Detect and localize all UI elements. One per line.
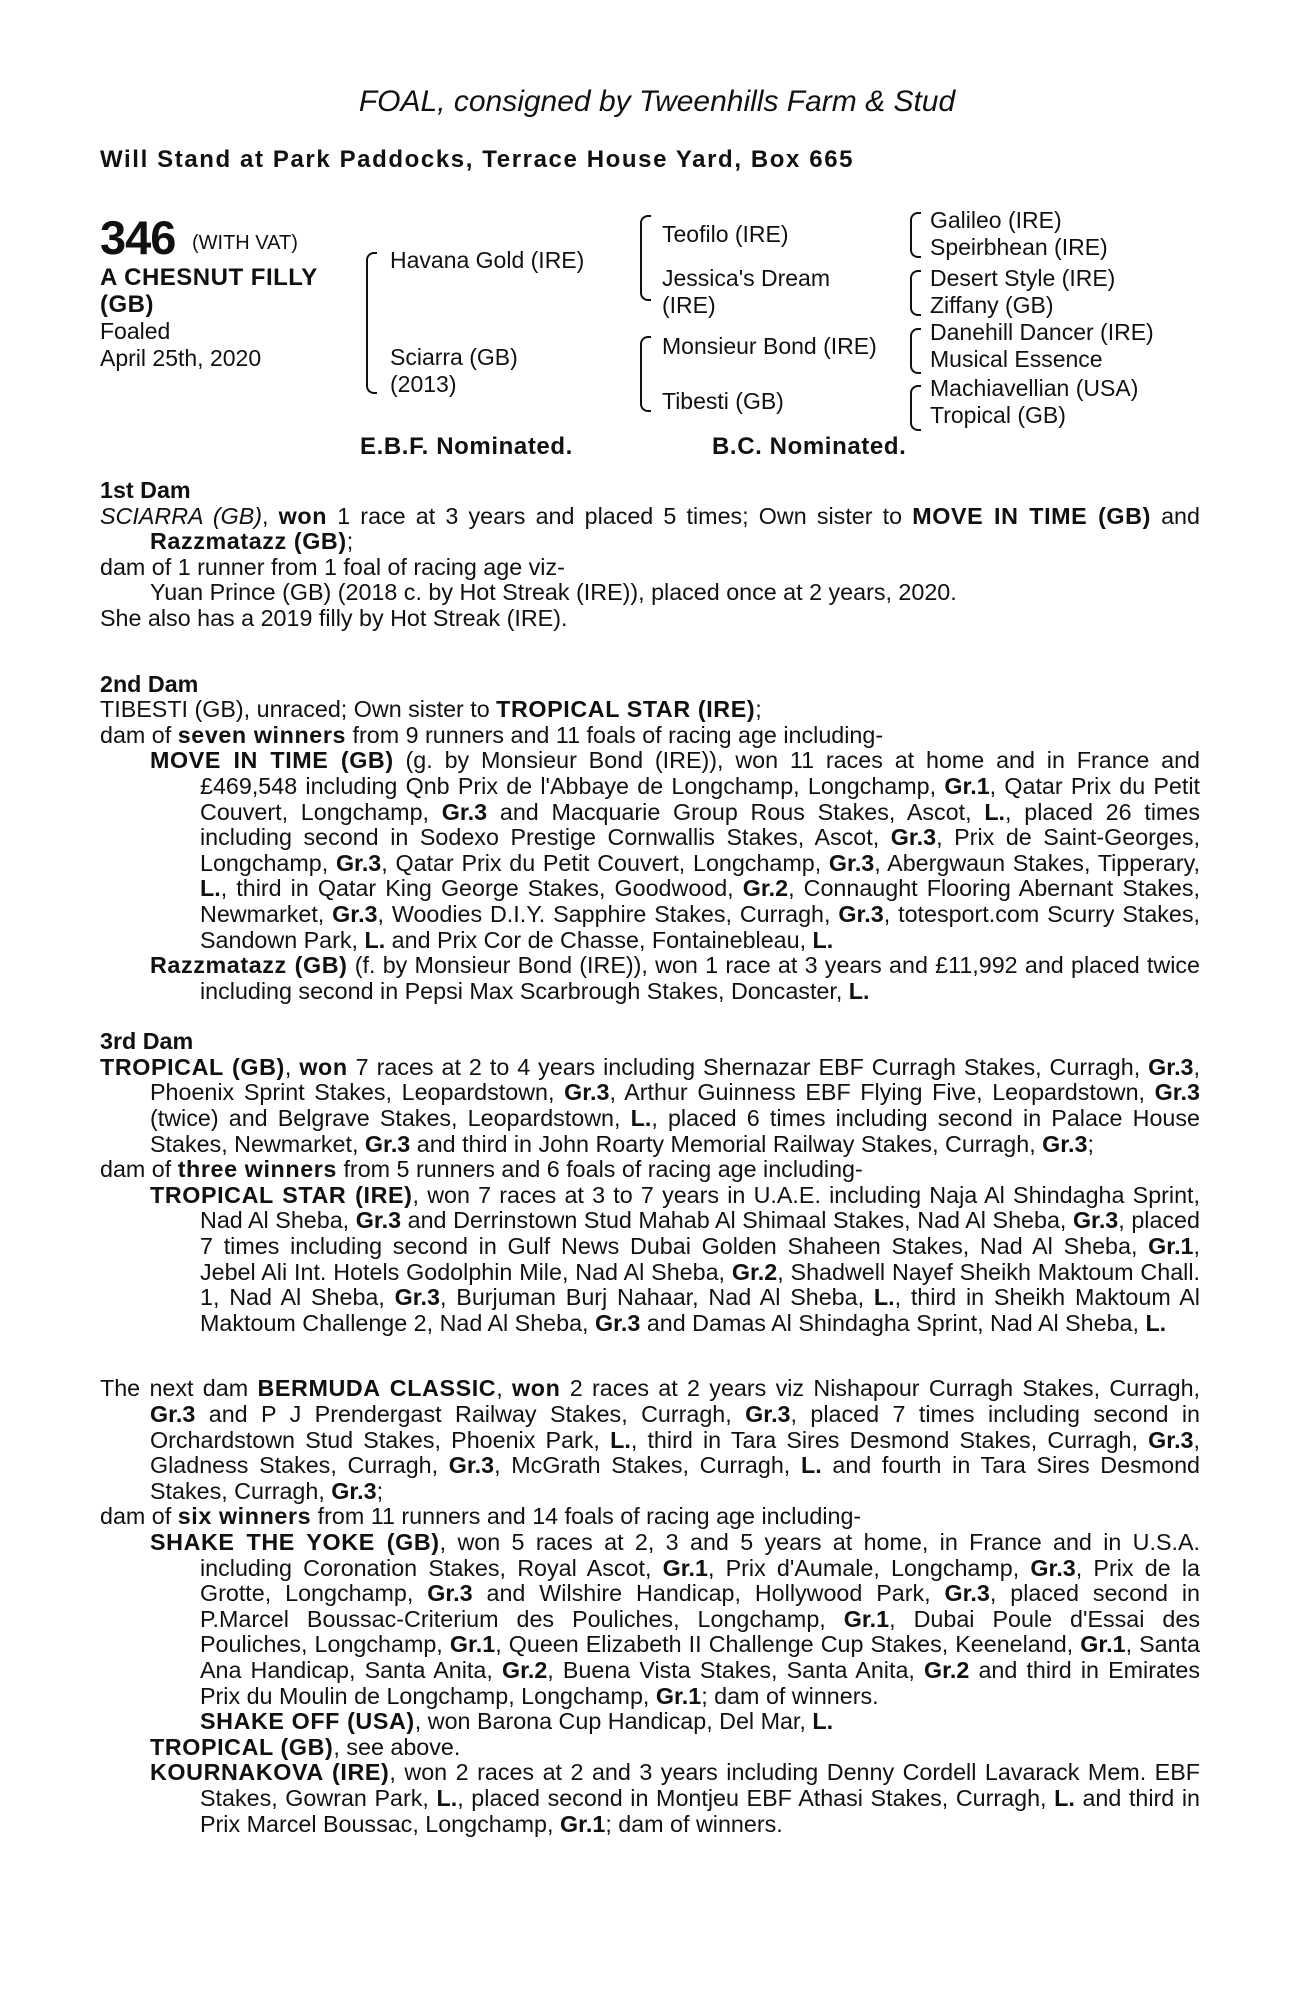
third-dam-record: TROPICAL (GB), won 7 races at 2 to 4 years including Shernazar EBF Curragh Stakes, Curragh, Gr.3, Phoenix Sprint Stakes, Leopardstown, Gr.3, Arthur Guinness EBF Flying Five, Leopardstown, Gr.3 (twice) and Belgrave Stakes, Leopardstown, L., placed 6 times including second in Palace House Stakes, Newmarket, Gr.3 and third in John Roarty Memorial Railway Stakes, Curragh, Gr.3; bbox=[100, 1053, 1200, 1157]
sex-colour-line2: (GB) bbox=[100, 291, 154, 318]
first-dam-and: and bbox=[1161, 502, 1200, 529]
nd-damof-a: dam of bbox=[100, 1503, 178, 1530]
pedigree-brace-g3b bbox=[910, 270, 921, 316]
ts-g4: Gr.2 bbox=[731, 1258, 778, 1285]
sex-colour bbox=[100, 264, 318, 318]
move-t4: , placed 26 times including second in Sodexo Prestige Cornwallis Stakes, Ascot, bbox=[200, 798, 1201, 851]
pedigree-brace-gen1 bbox=[366, 252, 377, 394]
kour-g2: L. bbox=[1054, 1784, 1075, 1811]
pedigree-brace-g3c bbox=[910, 328, 921, 374]
sty-t11: ; dam of winners. bbox=[701, 1682, 879, 1709]
first-dam-won: won bbox=[278, 502, 328, 529]
sty-g3: Gr.3 bbox=[427, 1580, 473, 1607]
foaled-label: Foaled bbox=[100, 318, 171, 344]
so-g1: L. bbox=[812, 1708, 834, 1735]
sty-g6: Gr.1 bbox=[449, 1631, 496, 1658]
first-dam-sister1: MOVE IN TIME (GB) bbox=[912, 502, 1151, 529]
razzmatazz-name: Razzmatazz (GB) bbox=[150, 952, 348, 979]
td-winners: three winners bbox=[177, 1156, 337, 1183]
pedigree-g7: Machiavellian (USA) bbox=[930, 375, 1139, 401]
td-g6: Gr.3 bbox=[1042, 1130, 1088, 1157]
ts-t2: and Derrinstown Stud Mahab Al Shimaal Stakes, Nad Al Sheba, bbox=[401, 1207, 1073, 1234]
third-dam-heading: 3rd Dam bbox=[100, 1028, 194, 1055]
nd-t6: , McGrath Stakes, Curragh, bbox=[494, 1452, 801, 1479]
pedigree-sire: Havana Gold (IRE) bbox=[390, 247, 585, 273]
kour-t1: , won 2 races at 2 and 3 years including Denny Cordell Lavarack Mem. EBF Stakes, Gowran Park, bbox=[200, 1759, 1200, 1811]
next-dam-produce-shake-off bbox=[100, 1709, 1200, 1735]
move-in-time-name: MOVE IN TIME (GB) bbox=[150, 747, 394, 774]
nd-won: won bbox=[512, 1375, 561, 1402]
nd-g5: Gr.3 bbox=[448, 1452, 495, 1479]
sty-t8: , Santa Ana Handicap, Santa Anita, bbox=[200, 1631, 1201, 1683]
sty-g4: Gr.3 bbox=[944, 1580, 990, 1607]
pedigree-g8: Tropical (GB) bbox=[930, 402, 1066, 428]
move-t5: , Prix de Saint-Georges, Longchamp, bbox=[200, 824, 1200, 876]
second-dam-produce-razzmatazz bbox=[100, 953, 1200, 1004]
first-dam-text: 1 race at 3 years and placed 5 times; Own sister to bbox=[327, 502, 913, 529]
nd-g7: Gr.3 bbox=[331, 1477, 377, 1504]
nd-g3: L. bbox=[610, 1426, 631, 1453]
nd-damof-b: from 11 runners and 14 foals of racing age including- bbox=[311, 1503, 862, 1530]
nd-g2: Gr.3 bbox=[745, 1401, 791, 1427]
lot-number: 346 bbox=[100, 211, 176, 264]
pedigree-g1: Galileo (IRE) bbox=[930, 207, 1062, 233]
pedigree-dam-line1: Sciarra (GB) bbox=[390, 344, 518, 370]
sty-t4: and Wilshire Handicap, Hollywood Park, bbox=[472, 1580, 945, 1607]
move-g12: L. bbox=[812, 926, 834, 953]
nd-comma: , bbox=[496, 1375, 513, 1402]
sty-t1: , won 5 races at 2, 3 and 5 years at home, in France and in U.S.A. including Coronation Stakes, Royal Ascot, bbox=[200, 1528, 1200, 1581]
nd-g1: Gr.3 bbox=[150, 1401, 196, 1427]
move-t9: , Connaught Flooring Abernant Stakes, Newmarket, bbox=[200, 875, 1201, 927]
move-g10: Gr.3 bbox=[838, 900, 884, 927]
third-dam-produce-tropical-star bbox=[100, 1183, 1200, 1337]
move-g9: Gr.3 bbox=[332, 900, 378, 927]
next-dam-produce-kournakova bbox=[100, 1760, 1200, 1837]
kour-t2: , placed second in Montjeu EBF Athasi Stakes, Curragh, bbox=[457, 1784, 1055, 1811]
ts-t3: , placed 7 times including second in Gulf News Dubai Golden Shaheen Stakes, Nad Al Sheba, bbox=[200, 1207, 1200, 1260]
move-t11: , totesport.com Scurry Stakes, Sandown Park, bbox=[200, 900, 1201, 953]
razz-t1: (f. by Monsieur Bond (IRE)), won 1 race at 3 years and £11,992 and placed twice including second in Pepsi Max Scarbrough Stakes, Doncaster, bbox=[200, 952, 1200, 1004]
td-t6: and third in John Roarty Memorial Railway Stakes, Curragh, bbox=[410, 1130, 1043, 1157]
second-dam-produce-move-in-time bbox=[100, 748, 1200, 953]
first-dam-sister2: Razzmatazz (GB) bbox=[150, 528, 347, 555]
move-t7: , Abergwaun Stakes, Tipperary, bbox=[874, 849, 1200, 876]
second-dam-sister: TROPICAL STAR (IRE) bbox=[496, 696, 756, 723]
ts-g2: Gr.3 bbox=[1072, 1207, 1119, 1234]
ts-g7: Gr.3 bbox=[595, 1309, 641, 1336]
pedigree-brace-g3d bbox=[910, 385, 921, 431]
shake-the-yoke-name: SHAKE THE YOKE (GB) bbox=[150, 1528, 440, 1555]
sty-g7: Gr.1 bbox=[1080, 1631, 1126, 1658]
next-dam-produce-shake-the-yoke bbox=[100, 1530, 1200, 1709]
move-t3: and Macquarie Group Rous Stakes, Ascot, bbox=[487, 798, 985, 825]
ts-g1: Gr.3 bbox=[355, 1207, 402, 1234]
ts-g3: Gr.1 bbox=[1148, 1233, 1194, 1260]
pedigree-dam-dam: Tibesti (GB) bbox=[662, 388, 784, 414]
first-dam-heading: 1st Dam bbox=[100, 477, 191, 503]
vat-note: (WITH VAT) bbox=[192, 232, 298, 254]
first-dam-name: SCIARRA (GB) bbox=[100, 502, 263, 529]
td-t4: (twice) and Belgrave Stakes, Leopardstown, bbox=[150, 1105, 631, 1132]
nd-t8: ; bbox=[376, 1477, 384, 1504]
td-t3: , Arthur Guinness EBF Flying Five, Leopardstown, bbox=[609, 1079, 1155, 1106]
next-dam-produce-tropical bbox=[100, 1735, 1200, 1761]
sex-colour-line1: A CHESNUT FILLY bbox=[100, 264, 318, 291]
second-dam-winners: seven winners bbox=[177, 721, 347, 748]
stand-location: Will Stand at Park Paddocks, Terrace House Yard, Box 665 bbox=[100, 146, 855, 173]
foaled-date: April 25th, 2020 bbox=[100, 345, 262, 371]
move-g2: Gr.3 bbox=[441, 798, 488, 825]
sty-g2: Gr.3 bbox=[1030, 1554, 1076, 1581]
td-damof-a: dam of bbox=[100, 1156, 178, 1183]
sty-g1: Gr.1 bbox=[662, 1554, 708, 1581]
sty-g9: Gr.2 bbox=[924, 1656, 970, 1683]
kour-g1: L. bbox=[436, 1784, 458, 1811]
second-dam-semi: ; bbox=[755, 696, 762, 723]
nd-g6: L. bbox=[800, 1452, 822, 1479]
sty-g10: Gr.1 bbox=[655, 1682, 702, 1709]
first-dam-produce-intro: dam of 1 runner from 1 foal of racing age viz- bbox=[100, 553, 565, 580]
pedigree-dam-sire: Monsieur Bond (IRE) bbox=[662, 333, 877, 359]
third-dam-name: TROPICAL (GB) bbox=[100, 1053, 285, 1080]
pedigree-dam-line2: (2013) bbox=[390, 371, 457, 397]
kour-t3: and third in Prix Marcel Boussac, Longchamp, bbox=[200, 1784, 1201, 1837]
pedigree-brace-dam bbox=[640, 336, 651, 412]
move-g3: L. bbox=[984, 798, 1006, 825]
sty-t6: , Dubai Poule d'Essai des Pouliches, Longchamp, bbox=[200, 1605, 1200, 1658]
pedigree-brace-sire bbox=[640, 215, 651, 301]
ts-t5: , Shadwell Nayef Sheikh Maktoum Chall. 1, Nad Al Sheba, bbox=[200, 1258, 1200, 1311]
next-dam-name: BERMUDA CLASSIC bbox=[257, 1375, 497, 1402]
ts-t6: , Burjuman Burj Nahaar, Nad Al Sheba, bbox=[440, 1284, 874, 1311]
ts-t8: and Damas Al Shindagha Sprint, Nad Al Sheba, bbox=[640, 1309, 1146, 1336]
ebf-nominated: E.B.F. Nominated. bbox=[360, 433, 573, 460]
second-dam-record bbox=[100, 697, 1200, 723]
td-g2: Gr.3 bbox=[564, 1079, 610, 1106]
pedigree-g4: Ziffany (GB) bbox=[930, 292, 1054, 318]
nd-t1: 2 races at 2 years viz Nishapour Curragh Stakes, Curragh, bbox=[560, 1375, 1201, 1402]
foaled-info bbox=[100, 318, 261, 372]
move-g6: Gr.3 bbox=[828, 849, 875, 876]
ts-t7: , third in Sheikh Maktoum Al Maktoum Challenge 2, Nad Al Sheba, bbox=[200, 1284, 1200, 1336]
td-t5: , placed 6 times including second in Palace House Stakes, Newmarket, bbox=[150, 1105, 1200, 1157]
move-g8: Gr.2 bbox=[742, 875, 789, 902]
first-dam-runner: Yuan Prince (GB) (2018 c. by Hot Streak (IRE)), placed once at 2 years, 2020. bbox=[150, 579, 957, 606]
pedigree-g2: Speirbhean (IRE) bbox=[930, 234, 1108, 260]
td-t1: 7 races at 2 to 4 years including Shernazar EBF Curragh Stakes, Curragh, bbox=[347, 1053, 1149, 1080]
ts-g6: L. bbox=[873, 1284, 895, 1311]
sty-g8: Gr.2 bbox=[501, 1656, 548, 1683]
pedigree-g6: Musical Essence bbox=[930, 346, 1103, 372]
nd-t3: , placed 7 times including second in Orchardstown Stud Stakes, Phoenix Park, bbox=[150, 1401, 1200, 1453]
sty-g5: Gr.1 bbox=[843, 1605, 890, 1632]
pedigree-sire-dam-line2: (IRE) bbox=[662, 292, 716, 318]
sty-t5: , placed second in P.Marcel Boussac-Criterium des Pouliches, Longchamp, bbox=[200, 1580, 1200, 1632]
next-dam-record bbox=[100, 1376, 1200, 1504]
nd-winners: six winners bbox=[177, 1503, 312, 1530]
first-dam-also: She also has a 2019 filly by Hot Streak (IRE). bbox=[100, 604, 568, 631]
ts-t1: , won 7 races at 3 to 7 years in U.A.E. including Naja Al Shindagha Sprint, Nad Al Sheba, bbox=[200, 1181, 1200, 1234]
second-dam-heading: 2nd Dam bbox=[100, 670, 199, 697]
nd-g4: Gr.3 bbox=[1148, 1426, 1194, 1453]
ts-g5: Gr.3 bbox=[394, 1284, 440, 1311]
move-g1: Gr.1 bbox=[944, 772, 990, 799]
ts-g8: L. bbox=[1145, 1309, 1167, 1336]
td-t7: ; bbox=[1087, 1130, 1094, 1157]
move-t12: and Prix Cor de Chasse, Fontainebleau, bbox=[385, 926, 813, 953]
kour-t4: ; dam of winners. bbox=[605, 1810, 783, 1837]
td-g1: Gr.3 bbox=[1148, 1053, 1194, 1080]
sty-t9: , Buena Vista Stakes, Santa Anita, bbox=[547, 1656, 924, 1683]
first-dam-record: SCIARRA (GB), won 1 race at 3 years and placed 5 times; Own sister to MOVE IN TIME (GB) and Razzmatazz (GB); bbox=[100, 502, 1200, 555]
td-g5: Gr.3 bbox=[364, 1130, 411, 1157]
second-dam-damof-a: dam of bbox=[100, 721, 178, 748]
ts-t4: , Jebel Ali Int. Hotels Godolphin Mile, Nad Al Sheba, bbox=[200, 1233, 1200, 1285]
move-g4: Gr.3 bbox=[890, 824, 937, 851]
pedigree-sire-sire: Teofilo (IRE) bbox=[662, 221, 789, 247]
td-t2: , Phoenix Sprint Stakes, Leopardstown, bbox=[150, 1053, 1200, 1106]
move-g7: L. bbox=[200, 875, 221, 902]
second-dam-damof-b: from 9 runners and 11 foals of racing age including- bbox=[346, 721, 884, 748]
tropical-star-name: TROPICAL STAR (IRE) bbox=[150, 1181, 413, 1208]
so-t1: , won Barona Cup Handicap, Del Mar, bbox=[414, 1708, 813, 1735]
first-dam-semi: ; bbox=[346, 528, 354, 555]
tropical-name: TROPICAL (GB) bbox=[150, 1733, 334, 1760]
pedigree-brace-g3a bbox=[910, 212, 921, 258]
nd-lead: The next dam bbox=[100, 1375, 258, 1402]
move-t2: , Qatar Prix du Petit Couvert, Longchamp, bbox=[200, 772, 1201, 825]
nd-t2: and P J Prendergast Railway Stakes, Curragh, bbox=[195, 1401, 746, 1427]
move-t6: , Qatar Prix du Petit Couvert, Longchamp, bbox=[381, 849, 829, 876]
td-g4: L. bbox=[630, 1105, 652, 1132]
sty-t7: , Queen Elizabeth II Challenge Cup Stakes, Keeneland, bbox=[495, 1631, 1081, 1658]
move-g5: Gr.3 bbox=[335, 849, 382, 876]
td-damof-b: from 5 runners and 6 foals of racing age including- bbox=[336, 1156, 863, 1183]
third-dam-won: won bbox=[299, 1053, 348, 1080]
move-g11: L. bbox=[364, 926, 386, 953]
second-dam-intro: TIBESTI (GB), unraced; Own sister to bbox=[100, 696, 497, 723]
nd-t7: and fourth in Tara Sires Desmond Stakes, Curragh, bbox=[150, 1452, 1200, 1504]
move-t8: , third in Qatar King George Stakes, Goodwood, bbox=[220, 875, 743, 902]
catalogue-body bbox=[100, 478, 1200, 1837]
pedigree-g5: Danehill Dancer (IRE) bbox=[930, 319, 1154, 345]
kournakova-name: KOURNAKOVA (IRE) bbox=[150, 1759, 390, 1786]
nd-t5: , Gladness Stakes, Curragh, bbox=[150, 1426, 1200, 1479]
sty-t3: , Prix de la Grotte, Longchamp, bbox=[200, 1554, 1200, 1607]
second-dam-produce-intro bbox=[100, 723, 1200, 749]
page-title: FOAL, consigned by Tweenhills Farm & Stud bbox=[358, 85, 956, 118]
sty-t10: and third in Emirates Prix du Moulin de Longchamp, Longchamp, bbox=[200, 1656, 1200, 1709]
nd-t4: , third in Tara Sires Desmond Stakes, Curragh, bbox=[630, 1426, 1149, 1453]
bc-nominated: B.C. Nominated. bbox=[712, 433, 907, 460]
move-t10: , Woodies D.I.Y. Sapphire Stakes, Curragh, bbox=[377, 900, 839, 927]
next-dam-produce-intro bbox=[100, 1504, 1200, 1530]
third-dam-produce-intro bbox=[100, 1157, 1200, 1183]
trop-t1: , see above. bbox=[333, 1733, 461, 1760]
move-t1: (g. by Monsieur Bond (IRE)), won 11 races at home and in France and £469,548 including Qnb Prix de l'Abbaye de Longchamp, Longchamp, bbox=[200, 747, 1200, 799]
razz-g1: L. bbox=[848, 977, 870, 1004]
pedigree-sire-dam-line1: Jessica's Dream bbox=[662, 265, 830, 291]
kour-g3: Gr.1 bbox=[559, 1810, 606, 1837]
sty-t2: , Prix d'Aumale, Longchamp, bbox=[707, 1554, 1031, 1581]
td-g3: Gr.3 bbox=[1154, 1079, 1200, 1106]
pedigree-g3: Desert Style (IRE) bbox=[930, 265, 1116, 291]
shake-off-name: SHAKE OFF (USA) bbox=[200, 1708, 415, 1735]
